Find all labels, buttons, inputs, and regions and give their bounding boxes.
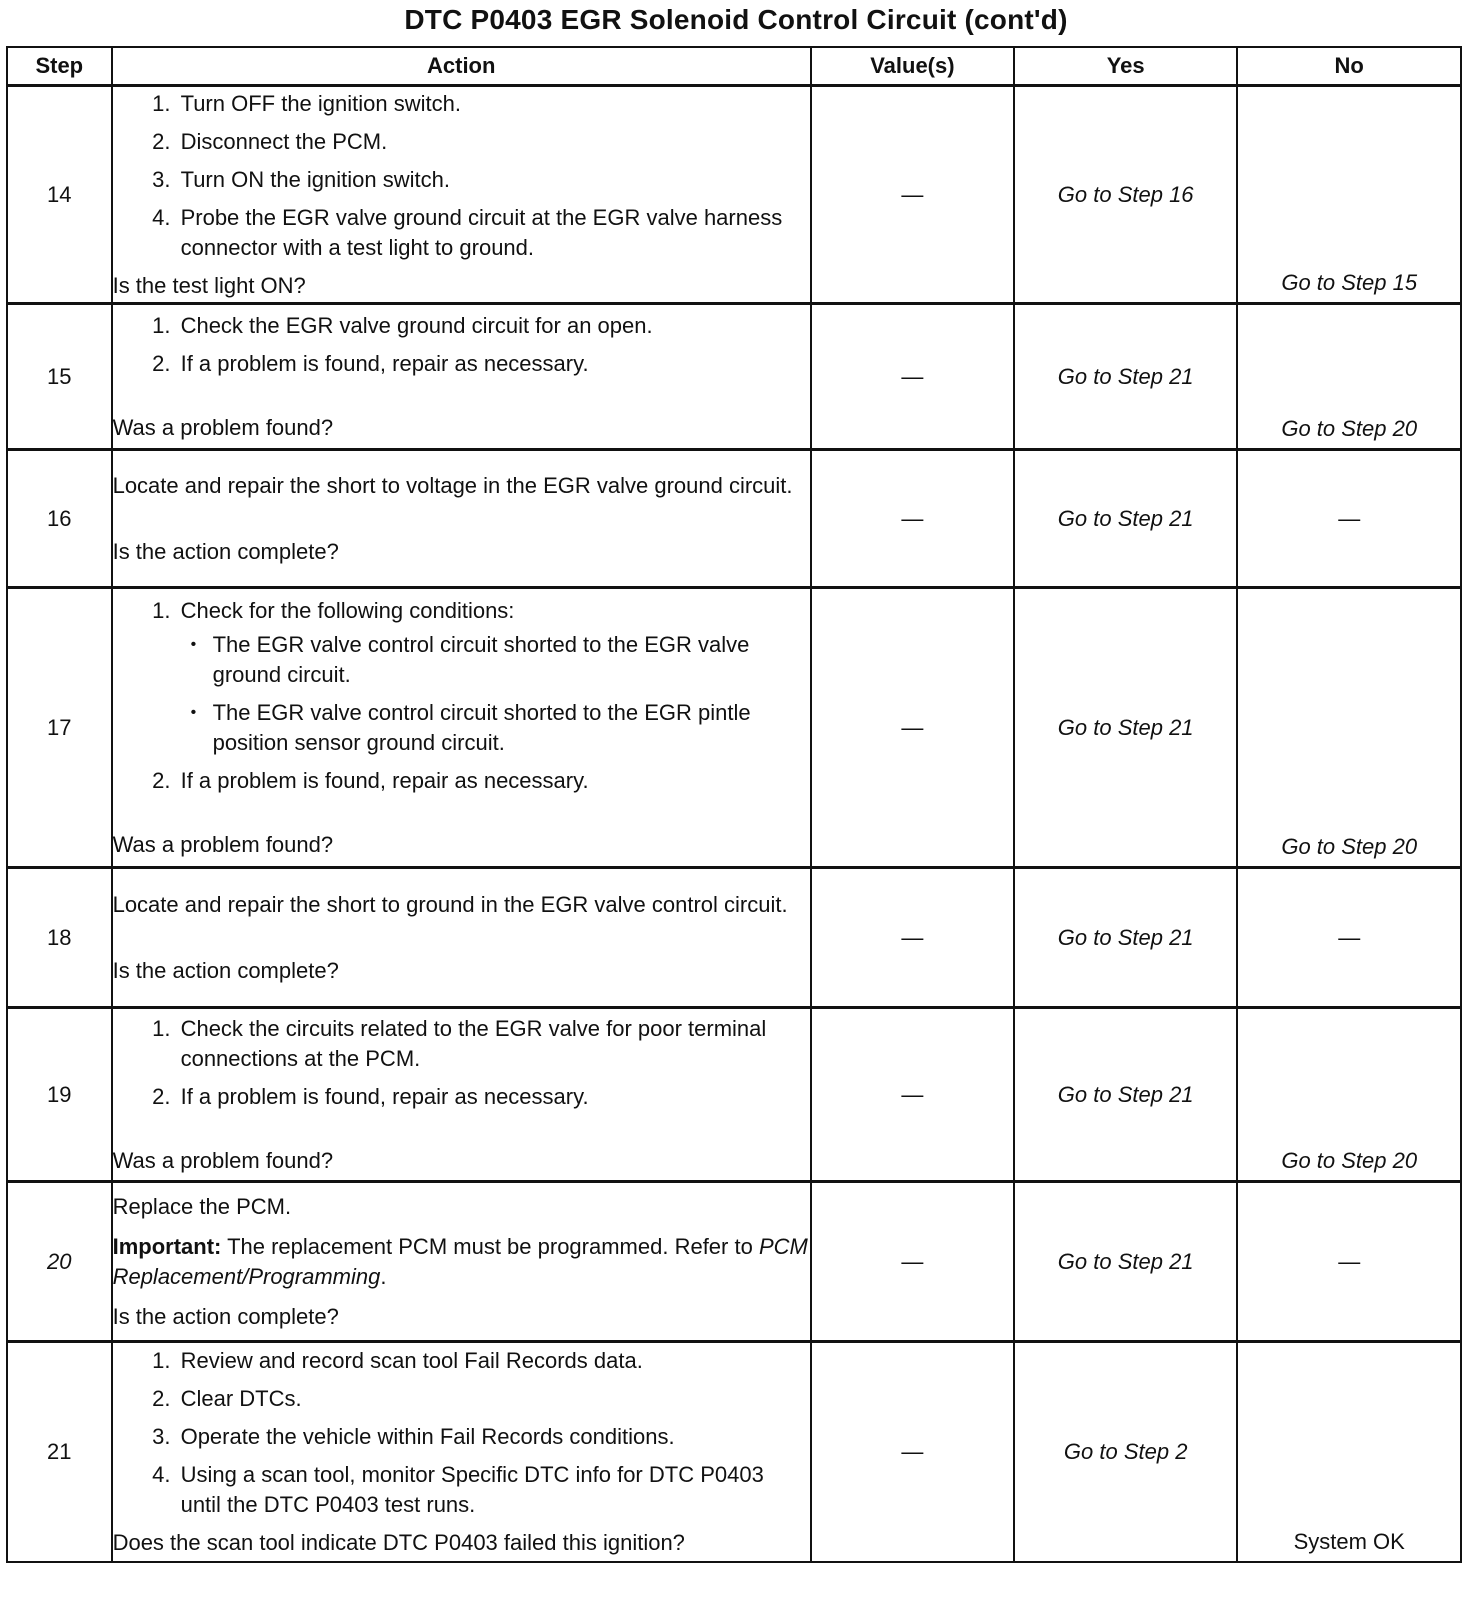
action-cell xyxy=(112,86,811,304)
condition-list xyxy=(181,630,810,758)
important-label: Important: xyxy=(112,1233,222,1259)
action-cell xyxy=(112,304,811,450)
action-steps xyxy=(113,596,810,796)
action-item: 2. Clear DTCs. xyxy=(177,1384,810,1414)
action-cell xyxy=(112,1342,811,1562)
action-item: 1. Turn OFF the ignition switch. xyxy=(177,89,810,119)
step-number: 19 xyxy=(7,1008,112,1182)
header-no: No xyxy=(1237,47,1461,86)
header-action: Action xyxy=(112,47,811,86)
action-cell xyxy=(112,450,811,588)
action-item: 2. If a problem is found, repair as necessary. xyxy=(177,766,810,796)
table-header-row xyxy=(7,47,1461,86)
action-item: 2. If a problem is found, repair as necessary. xyxy=(177,1082,810,1112)
value-cell: — xyxy=(811,588,1014,868)
spacer xyxy=(113,804,810,824)
value-cell: — xyxy=(811,1182,1014,1342)
spacer xyxy=(113,930,810,950)
value-cell: — xyxy=(811,86,1014,304)
step-number: 15 xyxy=(7,304,112,450)
table-row xyxy=(7,1182,1461,1342)
action-cell xyxy=(112,588,811,868)
value-cell: — xyxy=(811,1342,1014,1562)
action-steps xyxy=(113,1014,810,1112)
no-cell: — xyxy=(1237,1182,1461,1342)
step-number: 17 xyxy=(7,588,112,868)
action-item: 2. If a problem is found, repair as necessary. xyxy=(177,349,810,379)
table-row xyxy=(7,588,1461,868)
yes-cell: Go to Step 16 xyxy=(1014,86,1238,304)
action-cell xyxy=(112,1182,811,1342)
header-yes: Yes xyxy=(1014,47,1238,86)
action-item-text: Check for the following conditions: xyxy=(180,597,515,623)
yes-cell: Go to Step 21 xyxy=(1014,304,1238,450)
action-question: Is the action complete? xyxy=(112,538,339,564)
action-question: Does the scan tool indicate DTC P0403 failed this ignition? xyxy=(112,1529,685,1555)
action-item: 1. Check the EGR valve ground circuit for an open. xyxy=(177,311,810,341)
value-cell: — xyxy=(811,868,1014,1008)
action-question: Is the action complete? xyxy=(112,957,339,983)
action-item xyxy=(177,596,810,758)
no-cell: Go to Step 20 xyxy=(1237,588,1461,868)
table-row xyxy=(7,450,1461,588)
action-item: 2. Disconnect the PCM. xyxy=(177,127,810,157)
action-steps xyxy=(113,1346,810,1520)
action-item: 1. Review and record scan tool Fail Records data. xyxy=(177,1346,810,1376)
step-number: 16 xyxy=(7,450,112,588)
no-cell: Go to Step 20 xyxy=(1237,304,1461,450)
no-cell: System OK xyxy=(1237,1342,1461,1562)
step-number: 14 xyxy=(7,86,112,304)
yes-cell: Go to Step 2 xyxy=(1014,1342,1238,1562)
diagnostic-table xyxy=(6,46,1462,1563)
table-row xyxy=(7,1342,1461,1562)
spacer xyxy=(113,511,810,531)
action-question: Was a problem found? xyxy=(112,831,334,857)
action-item: 3. Turn ON the ignition switch. xyxy=(177,165,810,195)
action-item: 4. Using a scan tool, monitor Specific DTC info for DTC P0403 until the DTC P0403 test runs. xyxy=(177,1460,810,1520)
table-row xyxy=(7,1008,1461,1182)
action-cell xyxy=(112,868,811,1008)
spacer xyxy=(113,1120,810,1140)
important-text: The replacement PCM must be programmed. Refer to xyxy=(227,1233,753,1259)
step-number: 20 xyxy=(7,1182,112,1342)
step-number: 18 xyxy=(7,868,112,1008)
yes-cell: Go to Step 21 xyxy=(1014,1008,1238,1182)
value-cell: — xyxy=(811,1008,1014,1182)
yes-cell: Go to Step 21 xyxy=(1014,868,1238,1008)
no-cell: — xyxy=(1237,868,1461,1008)
table-row xyxy=(7,304,1461,450)
action-steps xyxy=(113,311,810,379)
yes-cell: Go to Step 21 xyxy=(1014,1182,1238,1342)
action-item: 4. Probe the EGR valve ground circuit at the EGR valve harness connector with a test light to ground. xyxy=(177,203,810,263)
action-text: Replace the PCM. xyxy=(112,1193,292,1219)
no-cell: Go to Step 20 xyxy=(1237,1008,1461,1182)
yes-cell: Go to Step 21 xyxy=(1014,450,1238,588)
action-question: Is the action complete? xyxy=(112,1303,339,1329)
condition-item: • The EGR valve control circuit shorted to the EGR pintle position sensor ground circuit. xyxy=(211,698,810,758)
table-row xyxy=(7,86,1461,304)
no-cell: Go to Step 15 xyxy=(1237,86,1461,304)
header-step: Step xyxy=(7,47,112,86)
action-text: Locate and repair the short to voltage in the EGR valve ground circuit. xyxy=(112,472,793,498)
value-cell: — xyxy=(811,304,1014,450)
important-end: . xyxy=(380,1263,387,1289)
spacer xyxy=(113,387,810,407)
action-question: Was a problem found? xyxy=(112,1147,334,1173)
reference-link[interactable]: PCM Replacement/Programming xyxy=(112,1233,808,1289)
no-cell: — xyxy=(1237,450,1461,588)
value-cell: — xyxy=(811,450,1014,588)
yes-cell: Go to Step 21 xyxy=(1014,588,1238,868)
condition-item: • The EGR valve control circuit shorted to the EGR valve ground circuit. xyxy=(211,630,810,690)
header-values: Value(s) xyxy=(811,47,1014,86)
action-steps xyxy=(113,89,810,263)
action-item: 1. Check the circuits related to the EGR valve for poor terminal connections at the PCM. xyxy=(177,1014,810,1074)
action-question: Is the test light ON? xyxy=(112,272,306,298)
action-item: 3. Operate the vehicle within Fail Records conditions. xyxy=(177,1422,810,1452)
table-row xyxy=(7,868,1461,1008)
page-title: DTC P0403 EGR Solenoid Control Circuit (cont'd) xyxy=(404,4,1068,35)
action-question: Was a problem found? xyxy=(112,414,334,440)
action-text: Locate and repair the short to ground in the EGR valve control circuit. xyxy=(112,891,788,917)
important-note xyxy=(113,1232,810,1292)
step-number: 21 xyxy=(7,1342,112,1562)
action-cell xyxy=(112,1008,811,1182)
